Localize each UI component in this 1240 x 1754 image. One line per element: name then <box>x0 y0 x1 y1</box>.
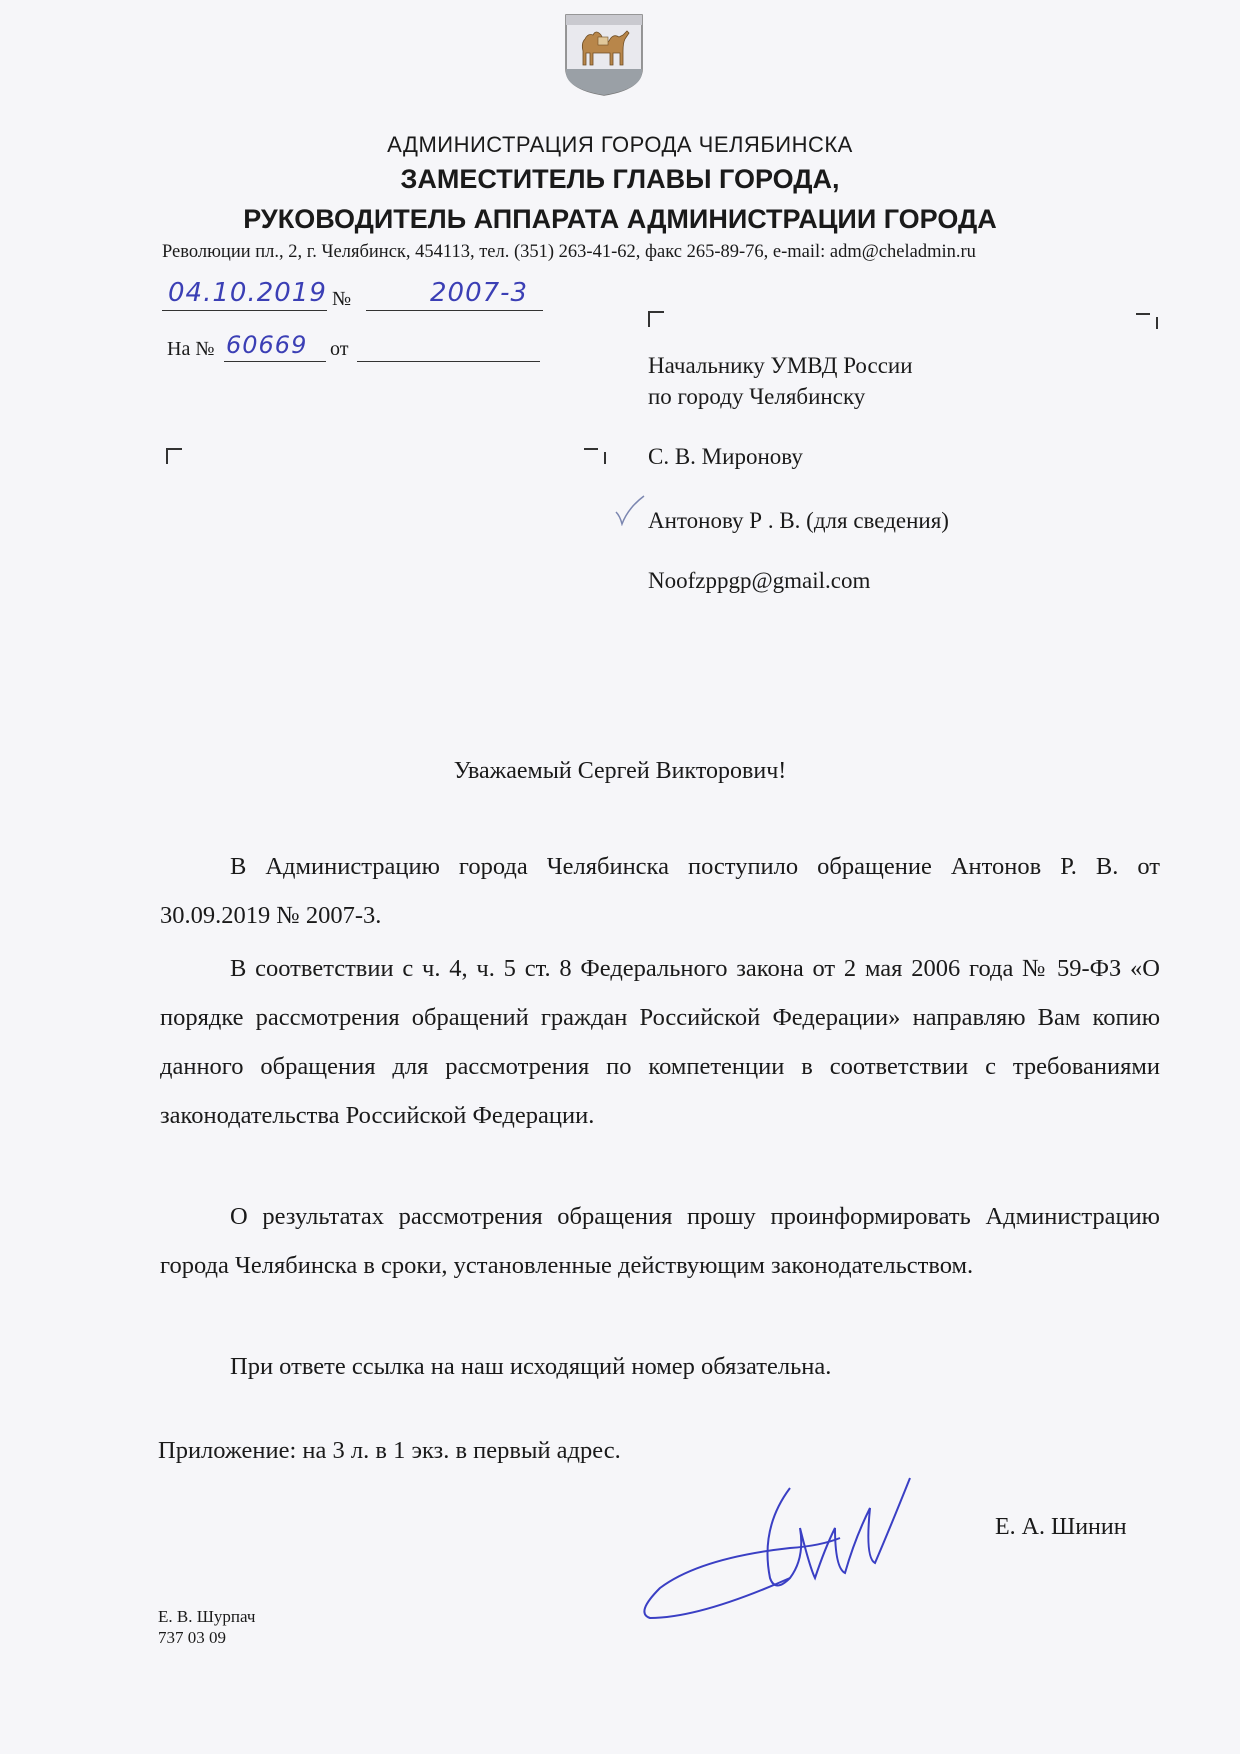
number-sign: № <box>332 288 352 310</box>
addressee-email: Noofzppgp@gmail.com <box>648 568 871 593</box>
subject-corner-left <box>166 448 182 464</box>
addressee-line2: по городу Челябинску <box>648 384 866 409</box>
signature-icon <box>640 1468 960 1628</box>
paragraph-2: В соответствии с ч. 4, ч. 5 ст. 8 Федерального закона от 2 мая 2006 года № 59-ФЗ «О порядке рассмотрения обращений граждан Российской Федерации» направляю Вам копию данного обращения для рассмотрения по компетенции в соответствии с требованиями законодательства Российской Федерации. <box>160 955 1160 1129</box>
address-corner-left <box>648 311 664 327</box>
signatory-name: Е. А. Шинин <box>995 1514 1127 1540</box>
attachment-note: Приложение: на 3 л. в 1 экз. в первый адрес. <box>158 1437 621 1464</box>
paragraph-4: При ответе ссылка на наш исходящий номер обязательна. <box>230 1353 832 1380</box>
reply-to-number: 60669 <box>226 331 308 359</box>
subject-corner-right <box>584 448 606 462</box>
addressee-line1: Начальнику УМВД России <box>648 353 913 378</box>
coat-of-arms-icon <box>563 13 645 97</box>
letterhead-contacts: Революции пл., 2, г. Челябинск, 454113, тел. (351) 263-41-62, факс 265-89-76, e-mail: adm@cheladmin.ru <box>162 242 976 262</box>
executor-phone: 737 03 09 <box>158 1628 226 1647</box>
paragraph-3: О результатах рассмотрения обращения прошу проинформировать Администрацию города Челябинска в сроки, установленные действующим законодательством. <box>160 1203 1160 1279</box>
addressee-copy: Антонову Р . В. (для сведения) <box>648 508 949 533</box>
position-title-line2: РУКОВОДИТЕЛЬ АППАРАТА АДМИНИСТРАЦИИ ГОРОДА <box>243 204 997 234</box>
reply-from-label: от <box>330 338 349 360</box>
paragraph-1: В Администрацию города Челябинска поступило обращение Антонов Р. В. от 30.09.2019 № 2007-3. <box>160 853 1160 929</box>
checkmark-icon <box>614 494 646 531</box>
executor-name: Е. В. Шурпач <box>158 1607 256 1626</box>
organization-name: АДМИНИСТРАЦИЯ ГОРОДА ЧЕЛЯБИНСКА <box>387 132 853 157</box>
addressee-name: С. В. Миронову <box>648 444 803 469</box>
greeting: Уважаемый Сергей Викторович! <box>453 758 787 784</box>
position-title-line1: ЗАМЕСТИТЕЛЬ ГЛАВЫ ГОРОДА, <box>400 164 840 194</box>
outgoing-date: 04.10.2019 <box>168 278 327 308</box>
address-corner-right <box>1136 313 1158 327</box>
reply-to-prefix: На № <box>167 338 215 360</box>
outgoing-number: 2007-3 <box>430 278 529 308</box>
